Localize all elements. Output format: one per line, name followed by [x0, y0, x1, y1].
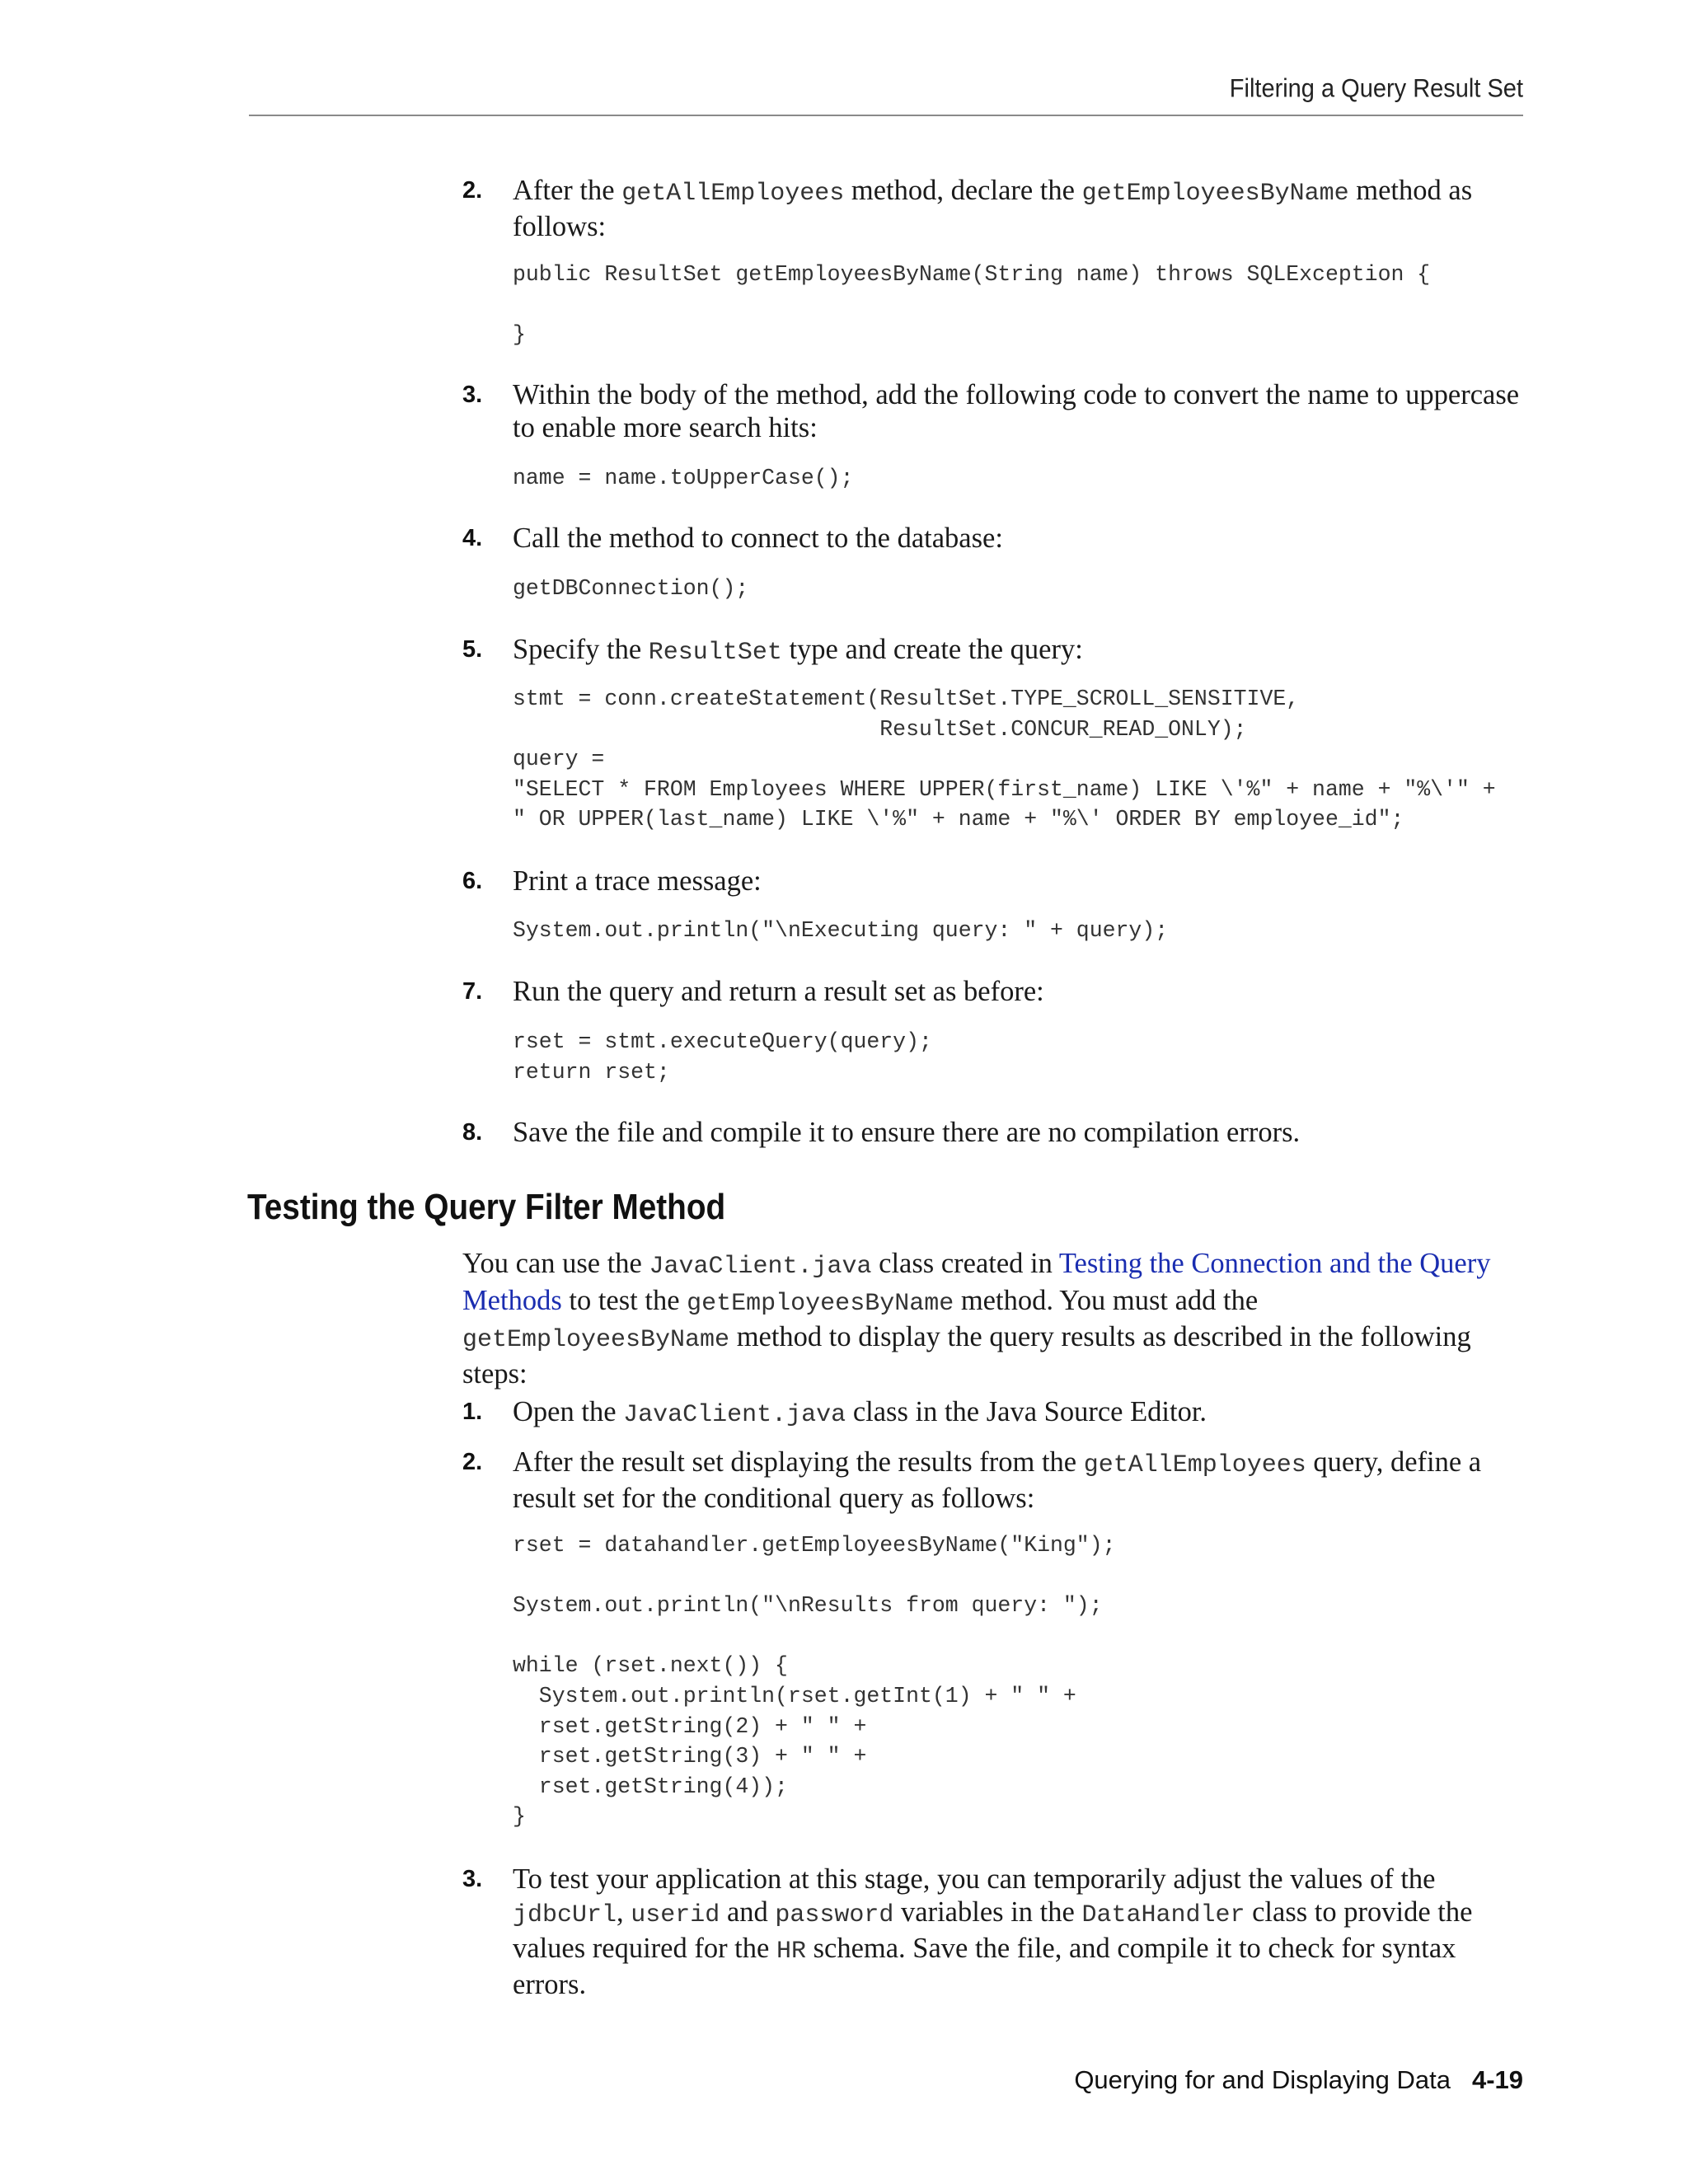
page-footer — [1074, 2065, 1523, 2095]
footer-title: Querying for and Displaying Data — [1074, 2065, 1451, 2094]
code-block: rset = datahandler.getEmployeesByName("King"); System.out.println("\nResults from query: "); while (rset.next()) { System.out.println(rset.getInt(1) + " " + rset.getString(2) + " " + rset.getString(3) + " " + rset.getString(4)); } — [513, 1533, 1116, 1830]
step-text: Print a trace message: — [513, 865, 762, 897]
code-block: getDBConnection(); — [513, 576, 749, 601]
running-header: Filtering a Query Result Set — [1229, 74, 1523, 104]
section-intro: You can use the JavaClient.java class created in Testing the Connection and the Query Methods to test the getEmployeesByName method. You must add the getEmployeesByName method to display the query results as described in the following steps: — [462, 1248, 1491, 1390]
inline-code: getAllEmployees — [1083, 1451, 1306, 1479]
step-number: 7. — [462, 978, 483, 1005]
step-text: After the getAllEmployees method, declare the getEmployeesByName method as follows: — [513, 175, 1473, 242]
step-text: Save the file and compile it to ensure there are no compilation errors. — [513, 1117, 1301, 1148]
step-number: 1. — [462, 1399, 483, 1425]
step-text: After the result set displaying the results from the getAllEmployees query, define a result set for the conditional query as follows: — [513, 1446, 1482, 1514]
step-text: To test your application at this stage, you can temporarily adjust the values of the jdbcUrl, userid and password variables in the DataHandler class to provide the values required for the HR schema. Save the file, and compile it to check for syntax errors. — [513, 1863, 1473, 2000]
step-number: 5. — [462, 636, 483, 663]
inline-code: jdbcUrl — [513, 1901, 617, 1929]
inline-code: HR — [776, 1938, 806, 1966]
step-text: Run the query and return a result set as before: — [513, 976, 1044, 1007]
inline-code: userid — [631, 1901, 720, 1929]
step-number: 2. — [462, 177, 483, 204]
section-heading: Testing the Query Filter Method — [247, 1187, 726, 1227]
code-block: name = name.toUpperCase(); — [513, 466, 854, 490]
inline-code: JavaClient.java — [623, 1401, 846, 1429]
inline-code: getEmployeesByName — [462, 1326, 730, 1354]
step-number: 2. — [462, 1449, 483, 1475]
code-block: rset = stmt.executeQuery(query); return rset; — [513, 1029, 932, 1085]
cross-reference-link[interactable]: Testing the Connection and the Query Methods — [462, 1248, 1491, 1316]
step-number: 8. — [462, 1119, 483, 1146]
inline-code: getEmployeesByName — [1081, 180, 1349, 208]
step-text: Call the method to connect to the database: — [513, 523, 1003, 554]
step-number: 3. — [462, 1866, 483, 1892]
step-number: 6. — [462, 868, 483, 894]
step-number: 4. — [462, 525, 483, 551]
code-block: System.out.println("\nExecuting query: " + query); — [513, 918, 1169, 943]
inline-code: getAllEmployees — [621, 180, 845, 208]
step-text: Specify the ResultSet type and create the query: — [513, 634, 1083, 667]
inline-code: ResultSet — [648, 639, 782, 667]
step-number: 3. — [462, 382, 483, 408]
inline-code: getEmployeesByName — [687, 1289, 954, 1318]
page-number: 4-19 — [1471, 2065, 1523, 2094]
header-rule — [249, 115, 1523, 116]
inline-code: DataHandler — [1081, 1901, 1245, 1929]
code-block: public ResultSet getEmployeesByName(String name) throws SQLException { } — [513, 262, 1431, 348]
step-text: Within the body of the method, add the following code to convert the name to uppercase to enable more search hits: — [513, 379, 1520, 443]
inline-code: JavaClient.java — [649, 1253, 872, 1281]
code-block: stmt = conn.createStatement(ResultSet.TYPE_SCROLL_SENSITIVE, ResultSet.CONCUR_READ_ONLY); query = "SELECT * FROM Employees WHERE UPPER(first_name) LIKE \'%" + name + "%\'" + " OR UPPER(last_name) LIKE \'%" + name + "%\' ORDER BY employee_id"; — [513, 687, 1496, 832]
step-text: Open the JavaClient.java class in the Java Source Editor. — [513, 1396, 1207, 1429]
inline-code: password — [775, 1901, 894, 1929]
